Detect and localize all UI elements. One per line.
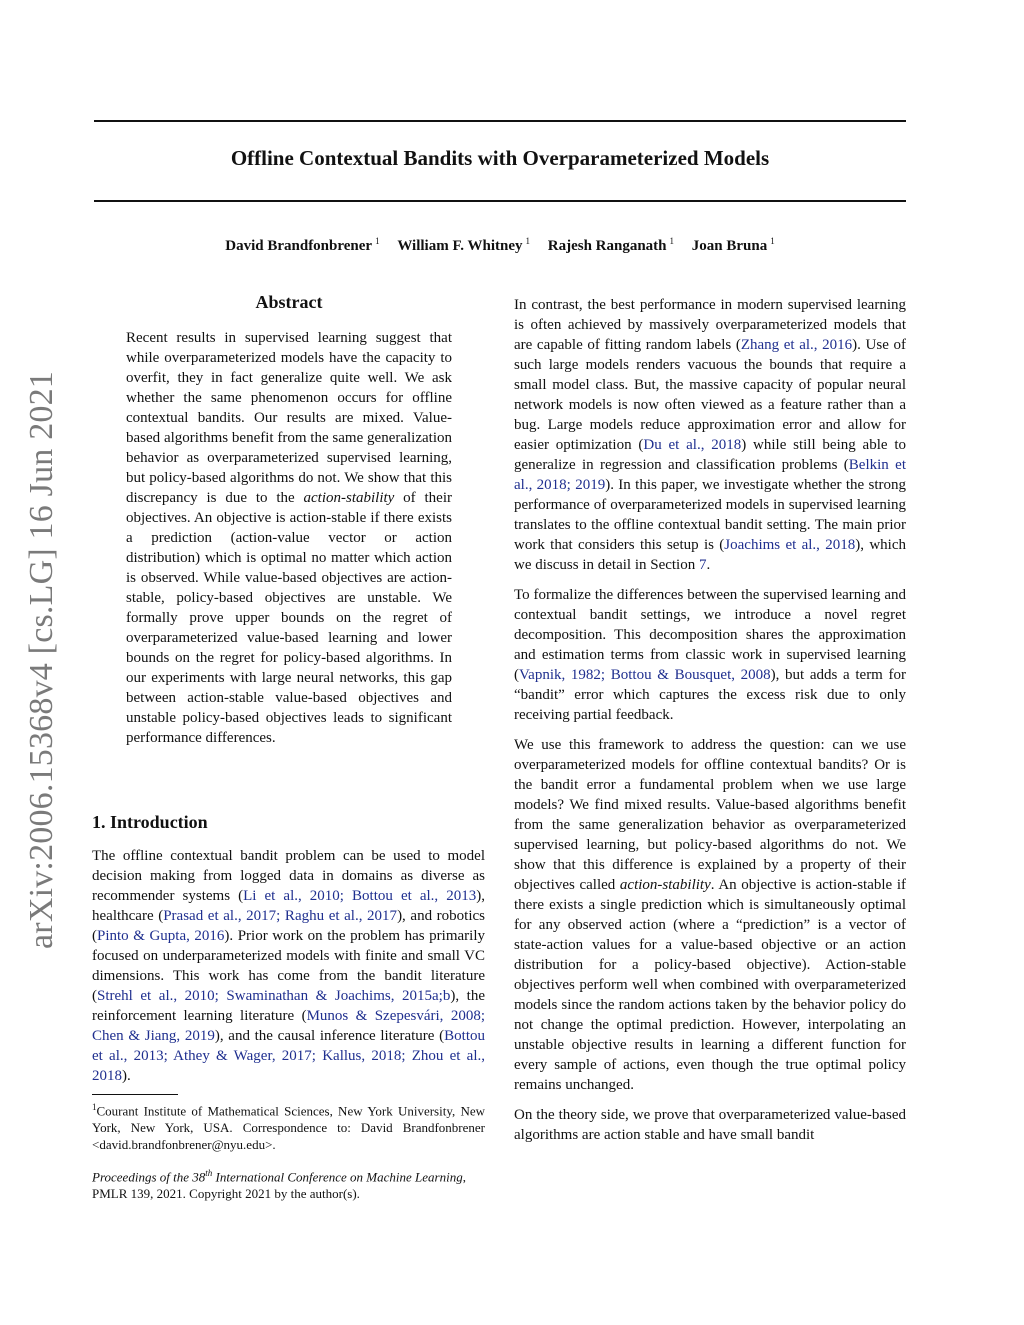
abstract-text: of their objectives. An objective is action-stable if there exists a prediction (action-value vector or action distribution) which is optimal no matter which action is observed. While value-based objectives are action-stable, policy-based objectives are unstable. We formally prove upper bounds on the regret of overparameterized value-based learning and lower bounds on the regret for policy-based algorithms. In our experiments with large neural networks, this gap between action-stable value-based objectives and unstable policy-based objectives leads to significant performance differences. [126, 490, 452, 746]
paragraph-theory [514, 1105, 906, 1145]
abstract-emphasis: action-stability [303, 490, 395, 506]
citation-link[interactable]: Prasad et al., 2017; Raghu et al., 2017 [163, 908, 398, 924]
body-text: ). Prior work on the problem has primarily focused on underparameterized models with finite and small VC dimensions. This work has come from the bandit literature ( [92, 928, 485, 1004]
proceedings-ordinal: 38 [192, 1169, 206, 1185]
author-3 [548, 238, 674, 254]
author-list [94, 236, 906, 255]
emphasis-text: action-stability [619, 877, 711, 893]
citation-link[interactable]: Munos & Szepesvári, 2008; Chen & Jiang, 2019 [92, 1008, 485, 1044]
body-text: ), and the causal inference literature ( [214, 1028, 445, 1044]
affiliation-mark: 1 [525, 236, 530, 246]
body-text: To formalize the differences between the supervised learning and contextual bandit settings, we introduce a novel regret decomposition. This decomposition shares the approximation and estimation terms from classic work in supervised learning ( [514, 587, 906, 683]
citation-link[interactable]: Joachims et al., 2018 [724, 537, 856, 553]
affiliation-mark: 1 [375, 236, 380, 246]
citation-link[interactable]: Vapnik, 1982; Bottou & Bousquet, 2008 [519, 667, 771, 683]
affiliation-mark: 1 [669, 236, 675, 246]
citation-link[interactable]: Bottou et al., 2013; Athey & Wager, 2017; Kallus, 2018; Zhou et al., 2018 [92, 1028, 485, 1084]
body-text: In contrast, the best performance in modern supervised learning is often achieved by massively overparameterized models that are capable of fitting random labels ( [514, 297, 906, 353]
citation-link[interactable]: Belkin et al., 2018; 2019 [514, 457, 906, 493]
body-text: ), healthcare ( [92, 888, 485, 924]
paragraph-overparameterized [514, 295, 906, 575]
author-name: William F. Whitney [397, 238, 523, 254]
footnote-text: Courant Institute of Mathematical Sciences, New York University, New York, New York, USA. Correspondence to: David Brandfonbrener <david.brandfonbrener@nyu.edu>. [92, 1103, 485, 1153]
author-1 [225, 238, 379, 254]
footnote-rule [92, 1094, 178, 1095]
abstract-text: Recent results in supervised learning suggest that while overparameterized models have the capacity to overfit, they in fact generalize quite well. We ask whether the same phenomenon occurs for offline contextual bandits. Our results are mixed. Value-based algorithms benefit from the same generalization behavior as overparameterized supervised learning, but policy-based algorithms do not. We show that this discrepancy is due to the [126, 330, 452, 506]
body-text: ), and robotics ( [92, 908, 485, 944]
author-4 [692, 238, 775, 254]
section-reference-link[interactable]: 7 [698, 557, 707, 573]
author-name: Rajesh Ranganath [547, 238, 667, 254]
section-heading-introduction: 1. Introduction [92, 812, 208, 832]
title-top-rule [94, 120, 906, 122]
body-text: We use this framework to address the question: can we use overparameterized models for offline contextual bandits? Or is the bandit error a fundamental problem when we use large models? We find mixed results. Value-based algorithms benefit from the same generalization behavior as overparameterized supervised learning, but policy-based algorithms do not. We show that this difference is explained by a property of their objectives called [514, 737, 906, 893]
abstract-body [126, 328, 452, 748]
affiliation-mark: 1 [770, 236, 775, 246]
citation-link[interactable]: Zhang et al., 2016 [740, 337, 853, 353]
body-text: ), which we discuss in detail in Section [514, 537, 906, 573]
citation-link[interactable]: Li et al., 2010; Bottou et al., 2013 [243, 888, 477, 904]
body-text: ), the reinforcement learning literature ( [92, 988, 485, 1024]
citation-link[interactable]: Pinto & Gupta, 2016 [97, 928, 225, 944]
body-text: . An objective is action-stable if there exists a single prediction which is simultaneously optimal for any observed action (where a “prediction” is a vector of state-action values for a value-based objective or an action distribution for a policy-based objective). Action-stable objectives perform well when combined with overparameterized models since the random actions taken by the behavior policy do not change the optimal prediction. However, interpolating an unstable objective results in learning a different function for every sample of actions, even though the true optimal policy remains unchanged. [514, 877, 907, 1093]
body-text: ), but adds a term for “bandit” error which captures the excess risk due to only receiving partial feedback. [514, 667, 907, 723]
proceedings-text: Proceedings of the [92, 1169, 193, 1185]
introduction-paragraph [92, 846, 485, 1086]
citation-link[interactable]: Du et al., 2018 [643, 437, 742, 453]
body-text: On the theory side, we prove that overparameterized value-based algorithms are action stable and have small bandit [514, 1107, 906, 1143]
proceedings-text: International Conference on Machine Learning [212, 1169, 463, 1185]
abstract-heading: Abstract [255, 292, 323, 312]
body-text: . [706, 557, 711, 573]
proceedings-ordinal-suffix: th [205, 1168, 213, 1178]
body-text: ). Use of such large models renders vacuous the bounds that require a small model class. But, the massive capacity of popular neural network models is now often viewed as a feature rather than a bug. Large models reduce approximation error and allow for easier optimization ( [514, 337, 906, 453]
paper-title: Offline Contextual Bandits with Overparameterized Models [230, 146, 770, 170]
body-text: ). [122, 1068, 131, 1084]
proceedings-text: , PMLR 139, 2021. Copyright 2021 by the author(s). [92, 1169, 466, 1202]
body-text: The offline contextual bandit problem can be used to model decision making from logged data in domains as diverse as recommender systems ( [92, 848, 485, 904]
author-name: Joan Bruna [691, 238, 768, 254]
citation-link[interactable]: Strehl et al., 2010; Swaminathan & Joachims, 2015a;b [97, 988, 451, 1004]
arxiv-side-stamp [20, 360, 64, 960]
proceedings-note [92, 1165, 485, 1202]
paragraph-framework [514, 735, 906, 1095]
paragraph-regret-decomposition [514, 585, 906, 725]
author-2 [397, 238, 530, 254]
affiliation-footnote [92, 1099, 485, 1153]
right-column [514, 295, 906, 1155]
arxiv-stamp-text: arXiv:2006.15368v4 [cs.LG] 16 Jun 2021 [23, 371, 60, 949]
footnote-mark: 1 [92, 1102, 97, 1112]
body-text: ). In this paper, we investigate whether the strong performance of overparameterized models in supervised learning translates to the offline contextual bandit setting. The main prior work that considers this setup is ( [514, 477, 906, 553]
author-name: David Brandfonbrener [225, 238, 373, 254]
title-bottom-rule [94, 200, 906, 202]
body-text: ) while still being able to generalize in regression and classification problems ( [514, 437, 906, 473]
